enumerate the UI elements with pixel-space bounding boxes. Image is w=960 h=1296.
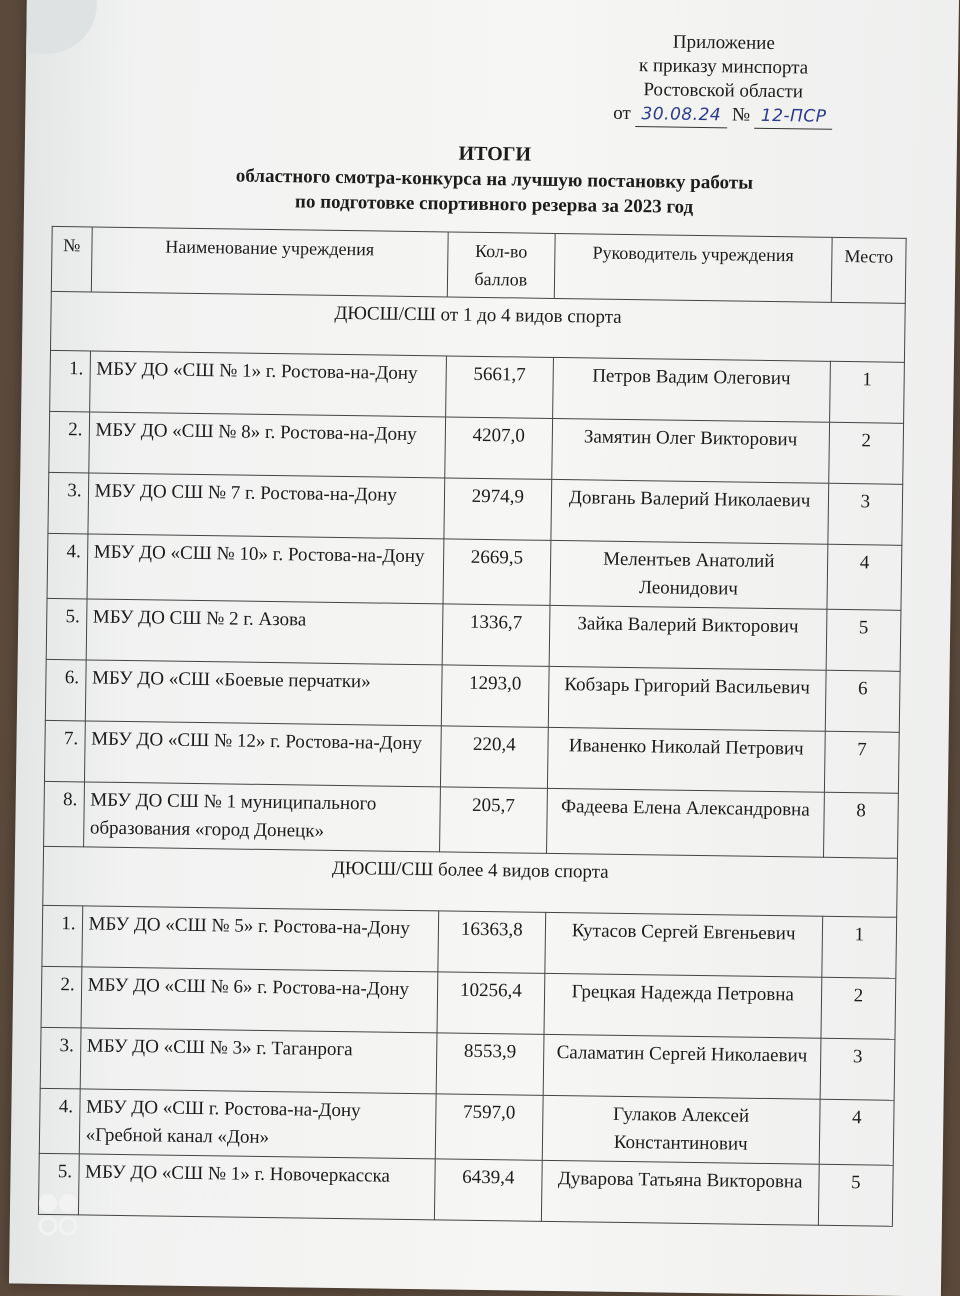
table-body	[38, 291, 905, 1226]
cell-place: 2	[821, 977, 896, 1039]
title-line-2: областного смотра-конкурса на лучшую постановку работы	[235, 165, 754, 194]
annex-line-1: Приложение	[672, 31, 775, 55]
cell-director: Петров Вадим Олегович	[552, 357, 830, 422]
cell-place: 4	[827, 544, 902, 610]
handwritten-date: 30.08.24	[635, 102, 727, 128]
cell-points: 5661,7	[446, 356, 553, 418]
cell-points: 10256,4	[437, 972, 544, 1034]
cell-director: Дуварова Татьяна Викторовна	[541, 1160, 819, 1225]
header-points: Кол-во баллов	[447, 232, 555, 298]
header-name: Наименование учреждения	[91, 227, 448, 297]
camera-watermark	[36, 1186, 336, 1246]
annex-date-line	[590, 101, 855, 130]
cell-place: 3	[828, 483, 903, 545]
document-title	[174, 138, 815, 222]
section-title: ДЮСШ/СШ от 1 до 4 видов спорта	[51, 291, 906, 362]
cell-number: 3.	[48, 472, 88, 534]
table-row	[47, 533, 902, 610]
results-table	[38, 226, 907, 1227]
cell-number: 2.	[49, 411, 89, 473]
cell-points: 220,4	[440, 726, 547, 788]
cell-institution: МБУ ДО «СШ № 8» г. Ростова-на-Дону	[88, 412, 445, 478]
cell-number: 4.	[47, 533, 87, 599]
cell-points: 4207,0	[445, 417, 552, 479]
cell-points: 8553,9	[436, 1033, 543, 1095]
cell-points: 7597,0	[435, 1094, 543, 1160]
cell-institution: МБУ ДО «СШ № 3» г. Таганрога	[80, 1028, 437, 1094]
header-num: №	[51, 226, 91, 292]
cell-institution: МБУ ДО «СШ № 1» г. Новочеркасска	[78, 1154, 435, 1220]
document-page	[9, 0, 959, 1296]
cell-institution: МБУ ДО СШ № 2 г. Азова	[86, 599, 443, 665]
paper-corner	[26, 0, 97, 55]
cell-place: 6	[825, 670, 900, 732]
header-row	[51, 226, 906, 303]
cell-place: 5	[826, 609, 901, 671]
cell-institution: МБУ ДО СШ № 7 г. Ростова-на-Дону	[88, 473, 445, 539]
cell-director: Мелентьев Анатолий Леонидович	[550, 540, 828, 609]
cell-number: 2.	[41, 966, 81, 1028]
cell-place: 1	[822, 916, 897, 978]
cell-points: 6439,4	[434, 1159, 541, 1221]
cell-place: 3	[820, 1038, 895, 1100]
cell-number: 4.	[39, 1088, 79, 1154]
cell-director: Фадеева Елена Александровна	[546, 788, 824, 857]
cell-institution: МБУ ДО «СШ № 5» г. Ростова-на-Дону	[81, 906, 438, 972]
cell-place: 2	[829, 422, 904, 484]
cell-place: 8	[823, 792, 898, 858]
cell-director: Саламатин Сергей Николаевич	[543, 1034, 821, 1099]
annex-block	[590, 29, 856, 130]
cell-director: Иваненко Николай Петрович	[547, 727, 825, 792]
number-prefix: №	[731, 104, 751, 126]
cell-institution: МБУ ДО «СШ № 10» г. Ростова-на-Дону	[87, 534, 444, 604]
cell-points: 2669,5	[443, 539, 551, 605]
handwritten-number: 12-ПСР	[755, 104, 833, 130]
cell-number: 1.	[42, 905, 82, 967]
cell-points: 16363,8	[438, 911, 545, 973]
cell-number: 8.	[44, 781, 84, 847]
cell-institution: МБУ ДО «СШ г. Ростова-на-Дону «Гребной канал «Дон»	[79, 1089, 436, 1159]
table-row	[44, 781, 899, 858]
watermark-line-1: REDMI NOTE 8	[108, 1186, 267, 1210]
date-prefix: от	[613, 102, 631, 124]
cell-points: 2974,9	[444, 478, 551, 540]
cell-points: 205,7	[440, 787, 548, 853]
cell-director: Зайка Валерий Викторович	[549, 605, 827, 670]
cell-institution: МБУ ДО «СШ № 1» г. Ростова-на-Дону	[89, 351, 446, 417]
cell-institution: МБУ ДО «СШ № 6» г. Ростова-на-Дону	[81, 967, 438, 1033]
cell-director: Довгань Валерий Николаевич	[551, 479, 829, 544]
cell-number: 6.	[45, 659, 85, 721]
cell-institution: МБУ ДО «СШ «Боевые перчатки»	[85, 660, 442, 726]
cell-number: 3.	[40, 1027, 80, 1089]
annex-line-3: Ростовской области	[643, 79, 804, 103]
header-place: Место	[831, 237, 906, 303]
cell-director: Гулаков Алексей Константинович	[542, 1095, 820, 1164]
cell-number: 5.	[46, 598, 86, 660]
cell-institution: МБУ ДО «СШ № 12» г. Ростова-на-Дону	[84, 721, 441, 787]
cell-number: 1.	[50, 350, 90, 412]
cell-director: Кобзарь Григорий Васильевич	[548, 666, 826, 731]
cell-number: 7.	[44, 720, 84, 782]
camera-lens-logo-icon	[36, 1190, 96, 1240]
annex-line-2: к приказу минспорта	[638, 55, 809, 79]
title-line-3: по подготовке спортивного резерва за 2023 год	[294, 191, 694, 218]
cell-director: Замятин Олег Викторович	[551, 418, 829, 483]
watermark-line-2: AI QUAD CAMERA	[108, 1216, 299, 1240]
table-row	[39, 1088, 894, 1165]
cell-points: 1293,0	[441, 665, 548, 727]
cell-place: 1	[829, 361, 904, 423]
cell-place: 5	[818, 1164, 893, 1226]
cell-institution: МБУ ДО СШ № 1 муниципального образования «город Донецк»	[83, 782, 440, 852]
cell-place: 4	[819, 1099, 894, 1165]
cell-points: 1336,7	[442, 604, 549, 666]
cell-director: Грецкая Надежда Петровна	[544, 973, 822, 1038]
header-head: Руководитель учреждения	[554, 233, 832, 302]
cell-director: Кутасов Сергей Евгеньевич	[544, 912, 822, 977]
cell-number: 5.	[38, 1153, 78, 1215]
section-title: ДЮСШ/СШ более 4 видов спорта	[43, 846, 898, 917]
title-line-1: ИТОГИ	[458, 142, 532, 166]
cell-place: 7	[824, 731, 899, 793]
